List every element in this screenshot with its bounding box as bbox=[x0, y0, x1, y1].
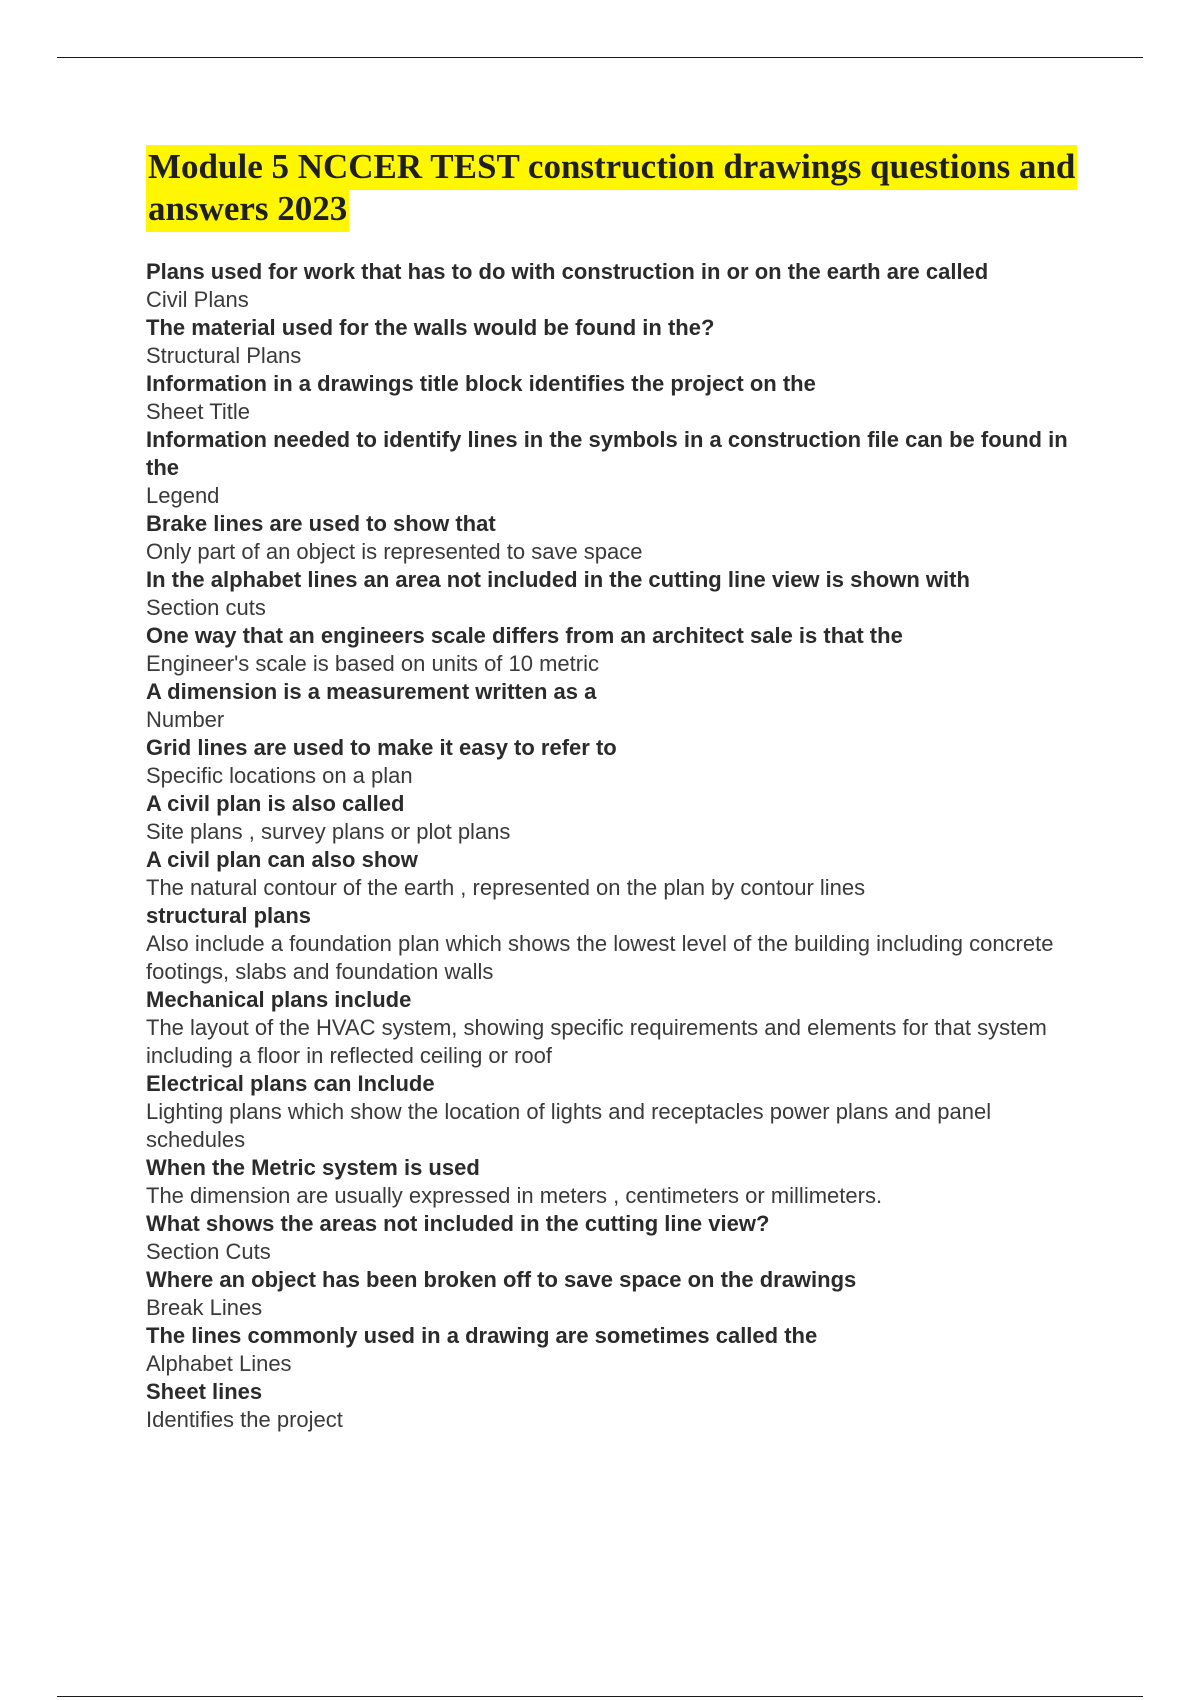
answer: Legend bbox=[146, 483, 220, 508]
qa-item bbox=[146, 1378, 1086, 1434]
qa-item bbox=[146, 622, 1086, 678]
top-rule bbox=[57, 57, 1143, 58]
answer: Specific locations on a plan bbox=[146, 763, 413, 788]
question: A civil plan can also show bbox=[146, 847, 418, 872]
question: A dimension is a measurement written as a bbox=[146, 679, 597, 704]
question: In the alphabet lines an area not included in the cutting line view is shown with bbox=[146, 567, 970, 592]
question: One way that an engineers scale differs from an architect sale is that the bbox=[146, 623, 903, 648]
question: What shows the areas not included in the cutting line view? bbox=[146, 1211, 770, 1236]
qa-item bbox=[146, 986, 1086, 1070]
answer: The natural contour of the earth , represented on the plan by contour lines bbox=[146, 875, 866, 900]
answer: Section Cuts bbox=[146, 1239, 271, 1264]
answer: Only part of an object is represented to save space bbox=[146, 539, 643, 564]
answer: Engineer's scale is based on units of 10 metric bbox=[146, 651, 599, 676]
qa-item bbox=[146, 510, 1086, 566]
answer: Identifies the project bbox=[146, 1407, 343, 1432]
qa-item bbox=[146, 846, 1086, 902]
qa-item bbox=[146, 734, 1086, 790]
question: When the Metric system is used bbox=[146, 1155, 480, 1180]
question: Sheet lines bbox=[146, 1379, 263, 1404]
question: Electrical plans can Include bbox=[146, 1071, 435, 1096]
question: structural plans bbox=[146, 903, 312, 928]
qa-item bbox=[146, 1322, 1086, 1378]
question: Plans used for work that has to do with construction in or on the earth are called bbox=[146, 259, 989, 284]
qa-item bbox=[146, 370, 1086, 426]
qa-item bbox=[146, 566, 1086, 622]
bottom-rule bbox=[57, 1696, 1143, 1697]
answer: Section cuts bbox=[146, 595, 266, 620]
answer: Civil Plans bbox=[146, 287, 249, 312]
answer: Break Lines bbox=[146, 1295, 263, 1320]
qa-item bbox=[146, 1210, 1086, 1266]
qa-item bbox=[146, 678, 1086, 734]
question: The material used for the walls would be found in the? bbox=[146, 315, 715, 340]
question: Information in a drawings title block identifies the project on the bbox=[146, 371, 816, 396]
qa-item bbox=[146, 258, 1086, 314]
question: Brake lines are used to show that bbox=[146, 511, 496, 536]
document-title bbox=[146, 146, 1106, 230]
answer: Alphabet Lines bbox=[146, 1351, 292, 1376]
question: Grid lines are used to make it easy to refer to bbox=[146, 735, 617, 760]
qa-item bbox=[146, 426, 1086, 510]
question: Where an object has been broken off to save space on the drawings bbox=[146, 1267, 857, 1292]
answer: Number bbox=[146, 707, 225, 732]
question: The lines commonly used in a drawing are sometimes called the bbox=[146, 1323, 818, 1348]
qa-item bbox=[146, 902, 1086, 986]
question: Mechanical plans include bbox=[146, 987, 412, 1012]
answer: Also include a foundation plan which shows the lowest level of the building including concrete footings, slabs and foundation walls bbox=[146, 931, 1054, 984]
qa-item bbox=[146, 1154, 1086, 1210]
qa-item bbox=[146, 790, 1086, 846]
qa-item bbox=[146, 1266, 1086, 1322]
question: Information needed to identify lines in the symbols in a construction file can be found in the bbox=[146, 427, 1068, 480]
qa-list bbox=[146, 258, 1086, 1434]
question: A civil plan is also called bbox=[146, 791, 405, 816]
answer: Sheet Title bbox=[146, 399, 250, 424]
answer: Lighting plans which show the location of lights and receptacles power plans and panel schedules bbox=[146, 1099, 992, 1152]
answer: The dimension are usually expressed in meters , centimeters or millimeters. bbox=[146, 1183, 883, 1208]
answer: The layout of the HVAC system, showing specific requirements and elements for that system including a floor in reflected ceiling or roof bbox=[146, 1015, 1047, 1068]
answer: Site plans , survey plans or plot plans bbox=[146, 819, 511, 844]
qa-item bbox=[146, 314, 1086, 370]
qa-item bbox=[146, 1070, 1086, 1154]
answer: Structural Plans bbox=[146, 343, 302, 368]
title-highlight: Module 5 NCCER TEST construction drawings questions and answers 2023 bbox=[146, 145, 1077, 232]
